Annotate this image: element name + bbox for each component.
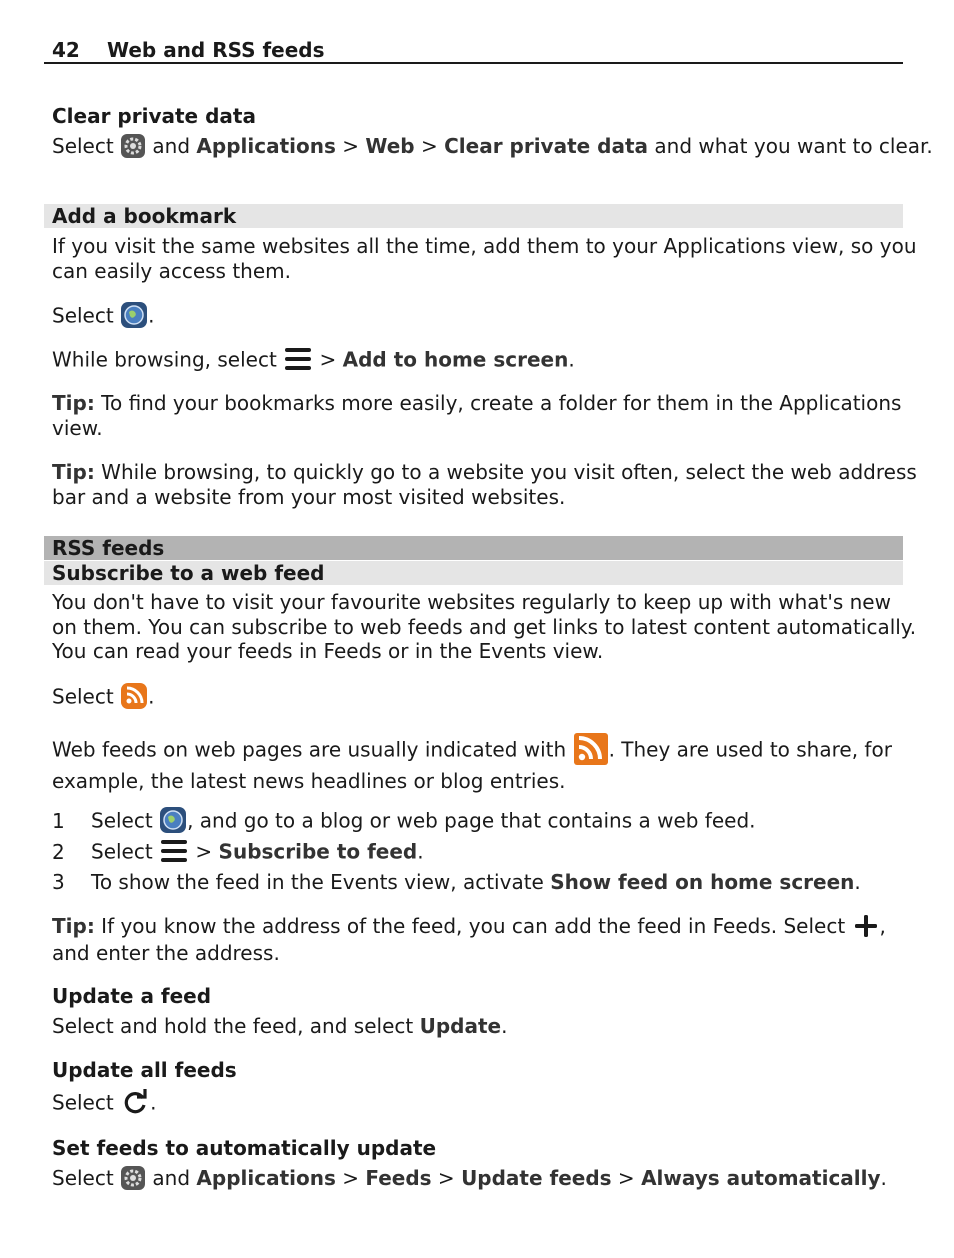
update-all-text: Select . [52,1089,156,1119]
rss-tip: Tip: If you know the address of the feed, you can add the feed in Feeds. Select , and enter the address. [52,914,886,965]
list-item: 1 Select , and go to a blog or web page that contains a web feed. [52,808,756,836]
clear-private-heading: Clear private data [52,104,256,128]
rss-indicated: Web feeds on web pages are usually indicated with . They are used to share, for example, the latest news headlines or blog entries. [52,734,892,794]
bookmark-tip-2: Tip: While browsing, to quickly go to a website you visit often, select the web address bar and a website from your most visited websites. [52,460,917,509]
page-number: 42 [52,38,80,62]
menu-icon [159,837,189,865]
web-browser-icon [120,301,148,329]
header-rule [44,62,903,64]
rss-app-icon [120,682,148,710]
auto-update-text: Select and Applications > Feeds > Update feeds > Always automatically. [52,1166,887,1190]
update-feed-text: Select and hold the feed, and select Update. [52,1014,508,1038]
web-browser-icon [159,806,187,834]
bookmark-select: Select . [52,303,154,331]
update-all-heading: Update all feeds [52,1058,237,1082]
rss-heading-bar [44,536,903,560]
menu-icon [283,345,313,373]
add-icon [852,913,880,939]
list-item: 3 To show the feed in the Events view, activate Show feed on home screen. [52,870,861,894]
bookmark-intro: If you visit the same websites all the time, add them to your Applications view, so you can easily access them. [52,234,917,283]
bookmark-tip-1: Tip: To find your bookmarks more easily, create a folder for them in the Applications view. [52,391,902,440]
chapter-title: Web and RSS feeds [107,38,325,62]
bookmark-heading: Add a bookmark [52,204,237,228]
bookmark-browse: While browsing, select > Add to home screen. [52,347,575,375]
refresh-icon [120,1087,150,1117]
settings-icon [120,133,146,159]
rss-intro: You don't have to visit your favourite websites regularly to keep up with what's new on them. You can subscribe to web feeds and get links to latest content automatically. You can read your feeds in Feeds or in the Events view. [52,590,917,663]
list-item: 2 Select > Subscribe to feed. [52,839,424,867]
settings-icon [120,1165,146,1191]
update-feed-heading: Update a feed [52,984,212,1008]
rss-select: Select . [52,684,154,712]
rss-feed-icon [573,732,609,766]
rss-heading: RSS feeds [52,536,165,560]
page-header [52,38,325,62]
subscribe-heading: Subscribe to a web feed [52,561,325,585]
clear-private-text: Select and Applications > Web > Clear private data and what you want to clear. [52,134,933,158]
auto-update-heading: Set feeds to automatically update [52,1136,437,1160]
